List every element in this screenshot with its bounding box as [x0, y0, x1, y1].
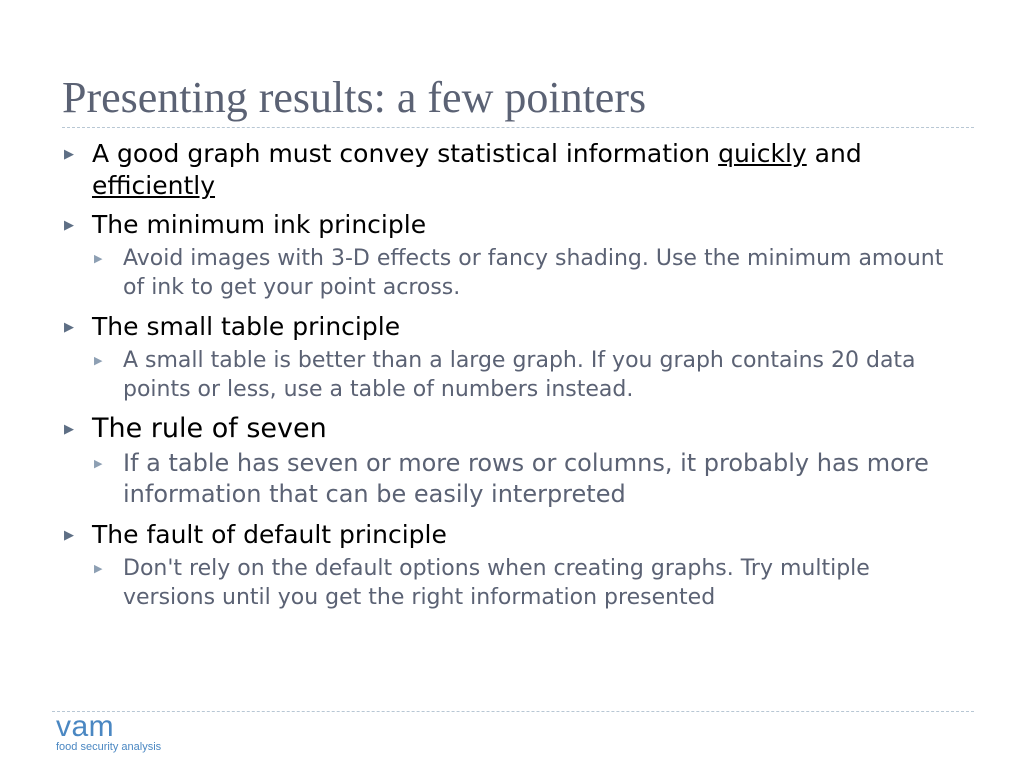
triangle-right-icon: ▶: [64, 218, 74, 233]
triangle-right-icon: ▶: [64, 528, 74, 543]
triangle-right-icon: ▶: [64, 422, 74, 437]
bullet-1: [62, 138, 962, 202]
triangle-right-icon: ▶: [64, 320, 74, 335]
bullet-5-sub-text: Don't rely on the default options when creating graphs. Try multiple versions until you get the right information presented: [123, 556, 870, 610]
title-divider: [62, 127, 974, 128]
bullet-1-underline-quickly: quickly: [718, 139, 807, 168]
slide-title: Presenting results: a few pointers: [62, 73, 647, 122]
bullet-2-sub: [62, 244, 962, 302]
footer-divider: [52, 711, 974, 712]
bullet-5-sub: [62, 554, 962, 612]
bullet-4-sub-text: If a table has seven or more rows or columns, it probably has more information that can be easily interpreted: [123, 449, 929, 508]
bullet-5: [62, 519, 962, 551]
bullet-4: [62, 413, 962, 445]
bullet-2-sub-text: Avoid images with 3-D effects or fancy shading. Use the minimum amount of ink to get your point across.: [123, 246, 944, 300]
bullet-2-text: The minimum ink principle: [92, 210, 427, 239]
bullet-4-text: The rule of seven: [92, 413, 327, 444]
logo-sub-text: food security analysis: [56, 741, 162, 753]
bullet-3-sub: [62, 346, 962, 404]
bullet-2: [62, 209, 962, 241]
triangle-right-icon: ▶: [94, 252, 103, 265]
vam-logo: [56, 712, 161, 753]
bullet-5-text: The fault of default principle: [92, 520, 447, 549]
triangle-right-icon: ▶: [94, 562, 103, 575]
bullet-3: [62, 311, 962, 343]
bullet-list: [62, 138, 962, 621]
triangle-right-icon: ▶: [94, 457, 103, 470]
logo-main-text: vam: [56, 710, 115, 743]
bullet-4-sub: [62, 448, 962, 510]
triangle-right-icon: ▶: [94, 354, 103, 367]
bullet-1-text-a: A good graph must convey statistical information: [92, 139, 719, 168]
bullet-1-text-b: and: [806, 139, 862, 168]
bullet-3-sub-text: A small table is better than a large graph. If you graph contains 20 data points or less, use a table of numbers instead.: [123, 348, 916, 402]
triangle-right-icon: ▶: [64, 147, 74, 162]
bullet-1-underline-efficiently: efficiently: [92, 171, 216, 200]
bullet-3-text: The small table principle: [92, 312, 401, 341]
